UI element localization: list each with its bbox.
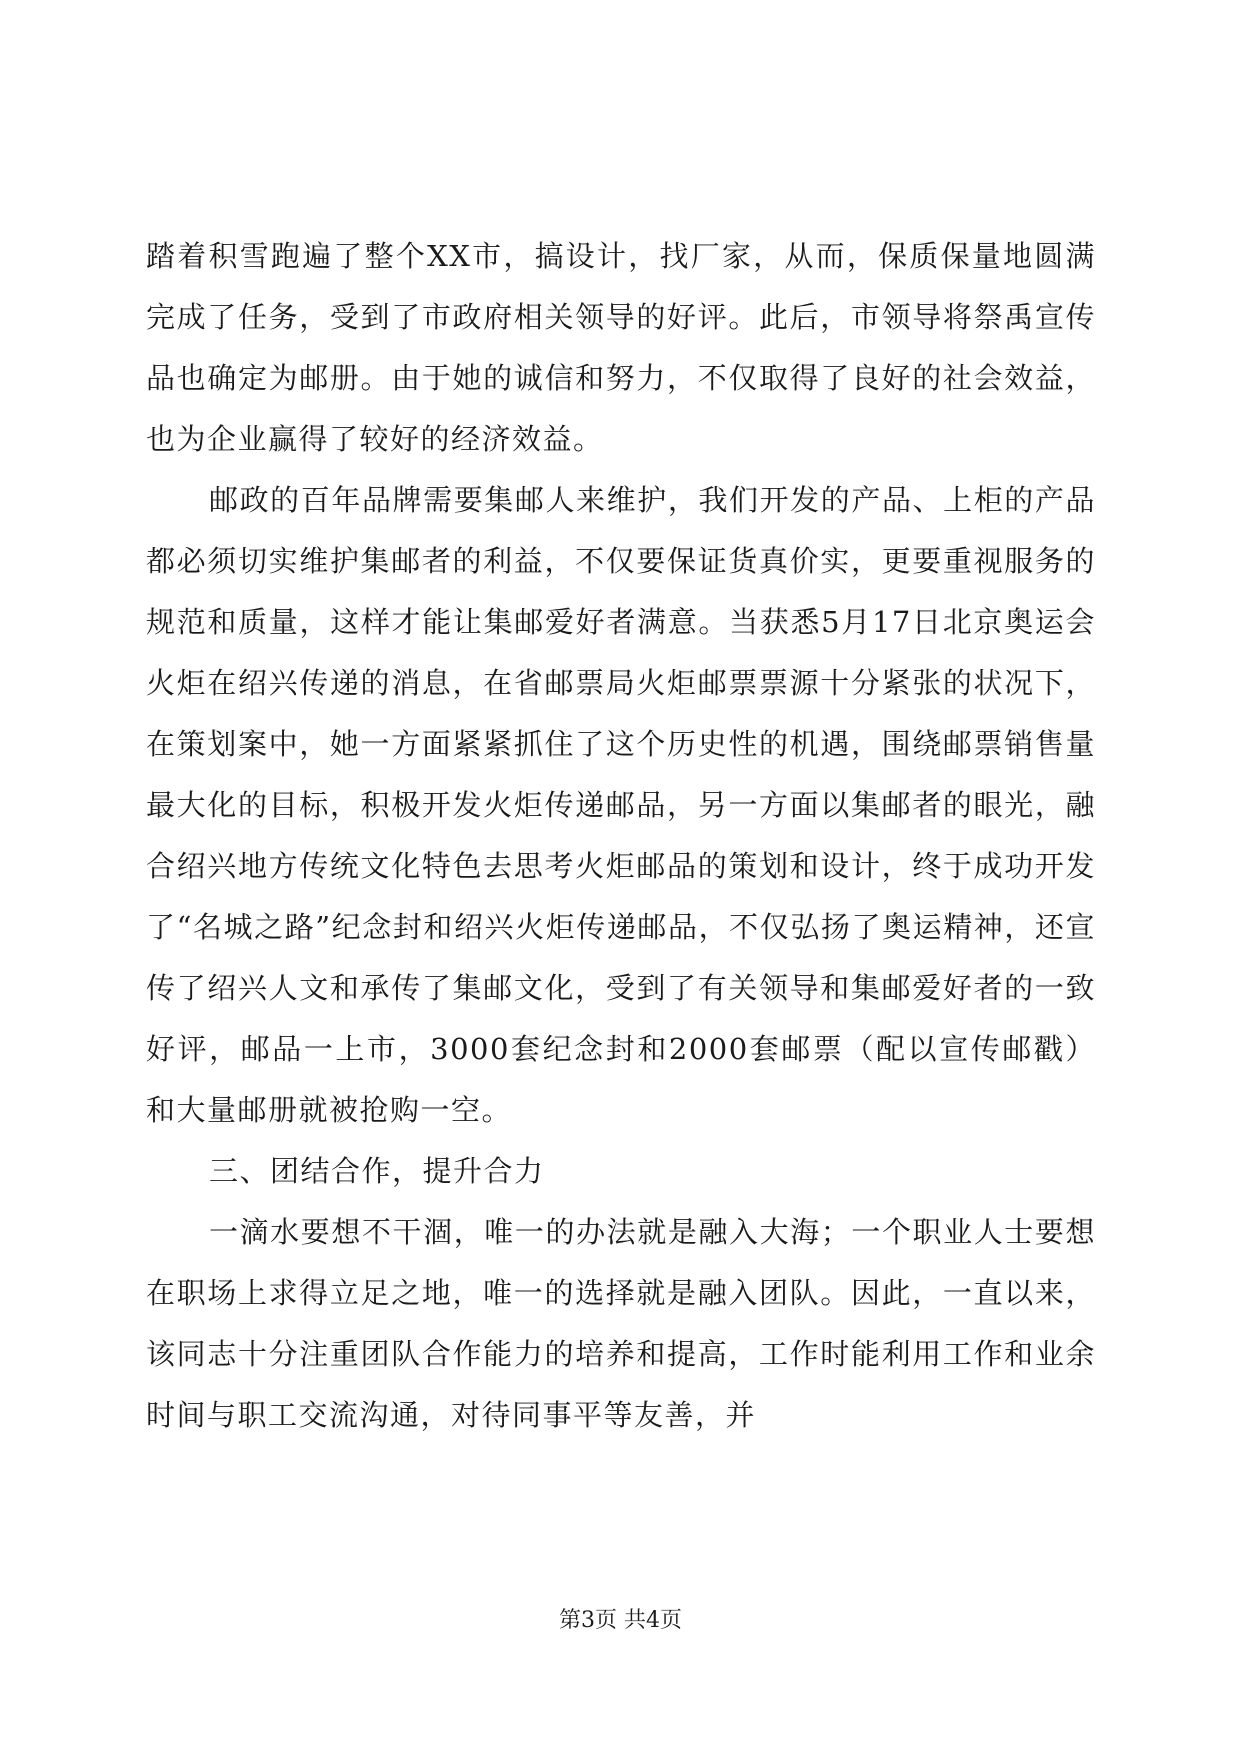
paragraph-teamwork: 一滴水要想不干涸，唯一的办法就是融入大海；一个职业人士要想在职场上求得立足之地，唯一的选择就是融入团队。因此，一直以来，该同志十分注重团队合作能力的培养和提高，工作时能利用工作和业余时间与职工交流沟通，对待同事平等友善，并	[146, 1215, 1096, 1432]
paragraph-continuation: 踏着积雪跑遍了整个XX市，搞设计，找厂家，从而，保质保量地圆满完成了任务，受到了市政府相关领导的好评。此后，市领导将祭禹宣传品也确定为邮册。由于她的诚信和努力，不仅取得了良好的社会效益，也为企业赢得了较好的经济效益。	[146, 239, 1096, 456]
document-body	[146, 226, 1096, 1446]
section-heading: 三、团结合作，提升合力	[209, 1154, 545, 1188]
page-footer: 第3页 共4页	[559, 1608, 682, 1633]
paragraph-stamp-products: 邮政的百年品牌需要集邮人来维护，我们开发的产品、上柜的产品都必须切实维护集邮者的利益，不仅要保证货真价实，更要重视服务的规范和质量，这样才能让集邮爱好者满意。当获悉5月17日北京奥运会火炬在绍兴传递的消息，在省邮票局火炬邮票票源十分紧张的状况下，在策划案中，她一方面紧紧抓住了这个历史性的机遇，围绕邮票销售量最大化的目标，积极开发火炬传递邮品，另一方面以集邮者的眼光，融合绍兴地方传统文化特色去思考火炬邮品的策划和设计，终于成功开发了“名城之路”纪念封和绍兴火炬传递邮品，不仅弘扬了奥运精神，还宣传了绍兴人文和承传了集邮文化，受到了有关领导和集邮爱好者的一致好评，邮品一上市，3000套纪念封和2000套邮票（配以宣传邮戳）和大量邮册就被抢购一空。	[146, 483, 1096, 1127]
